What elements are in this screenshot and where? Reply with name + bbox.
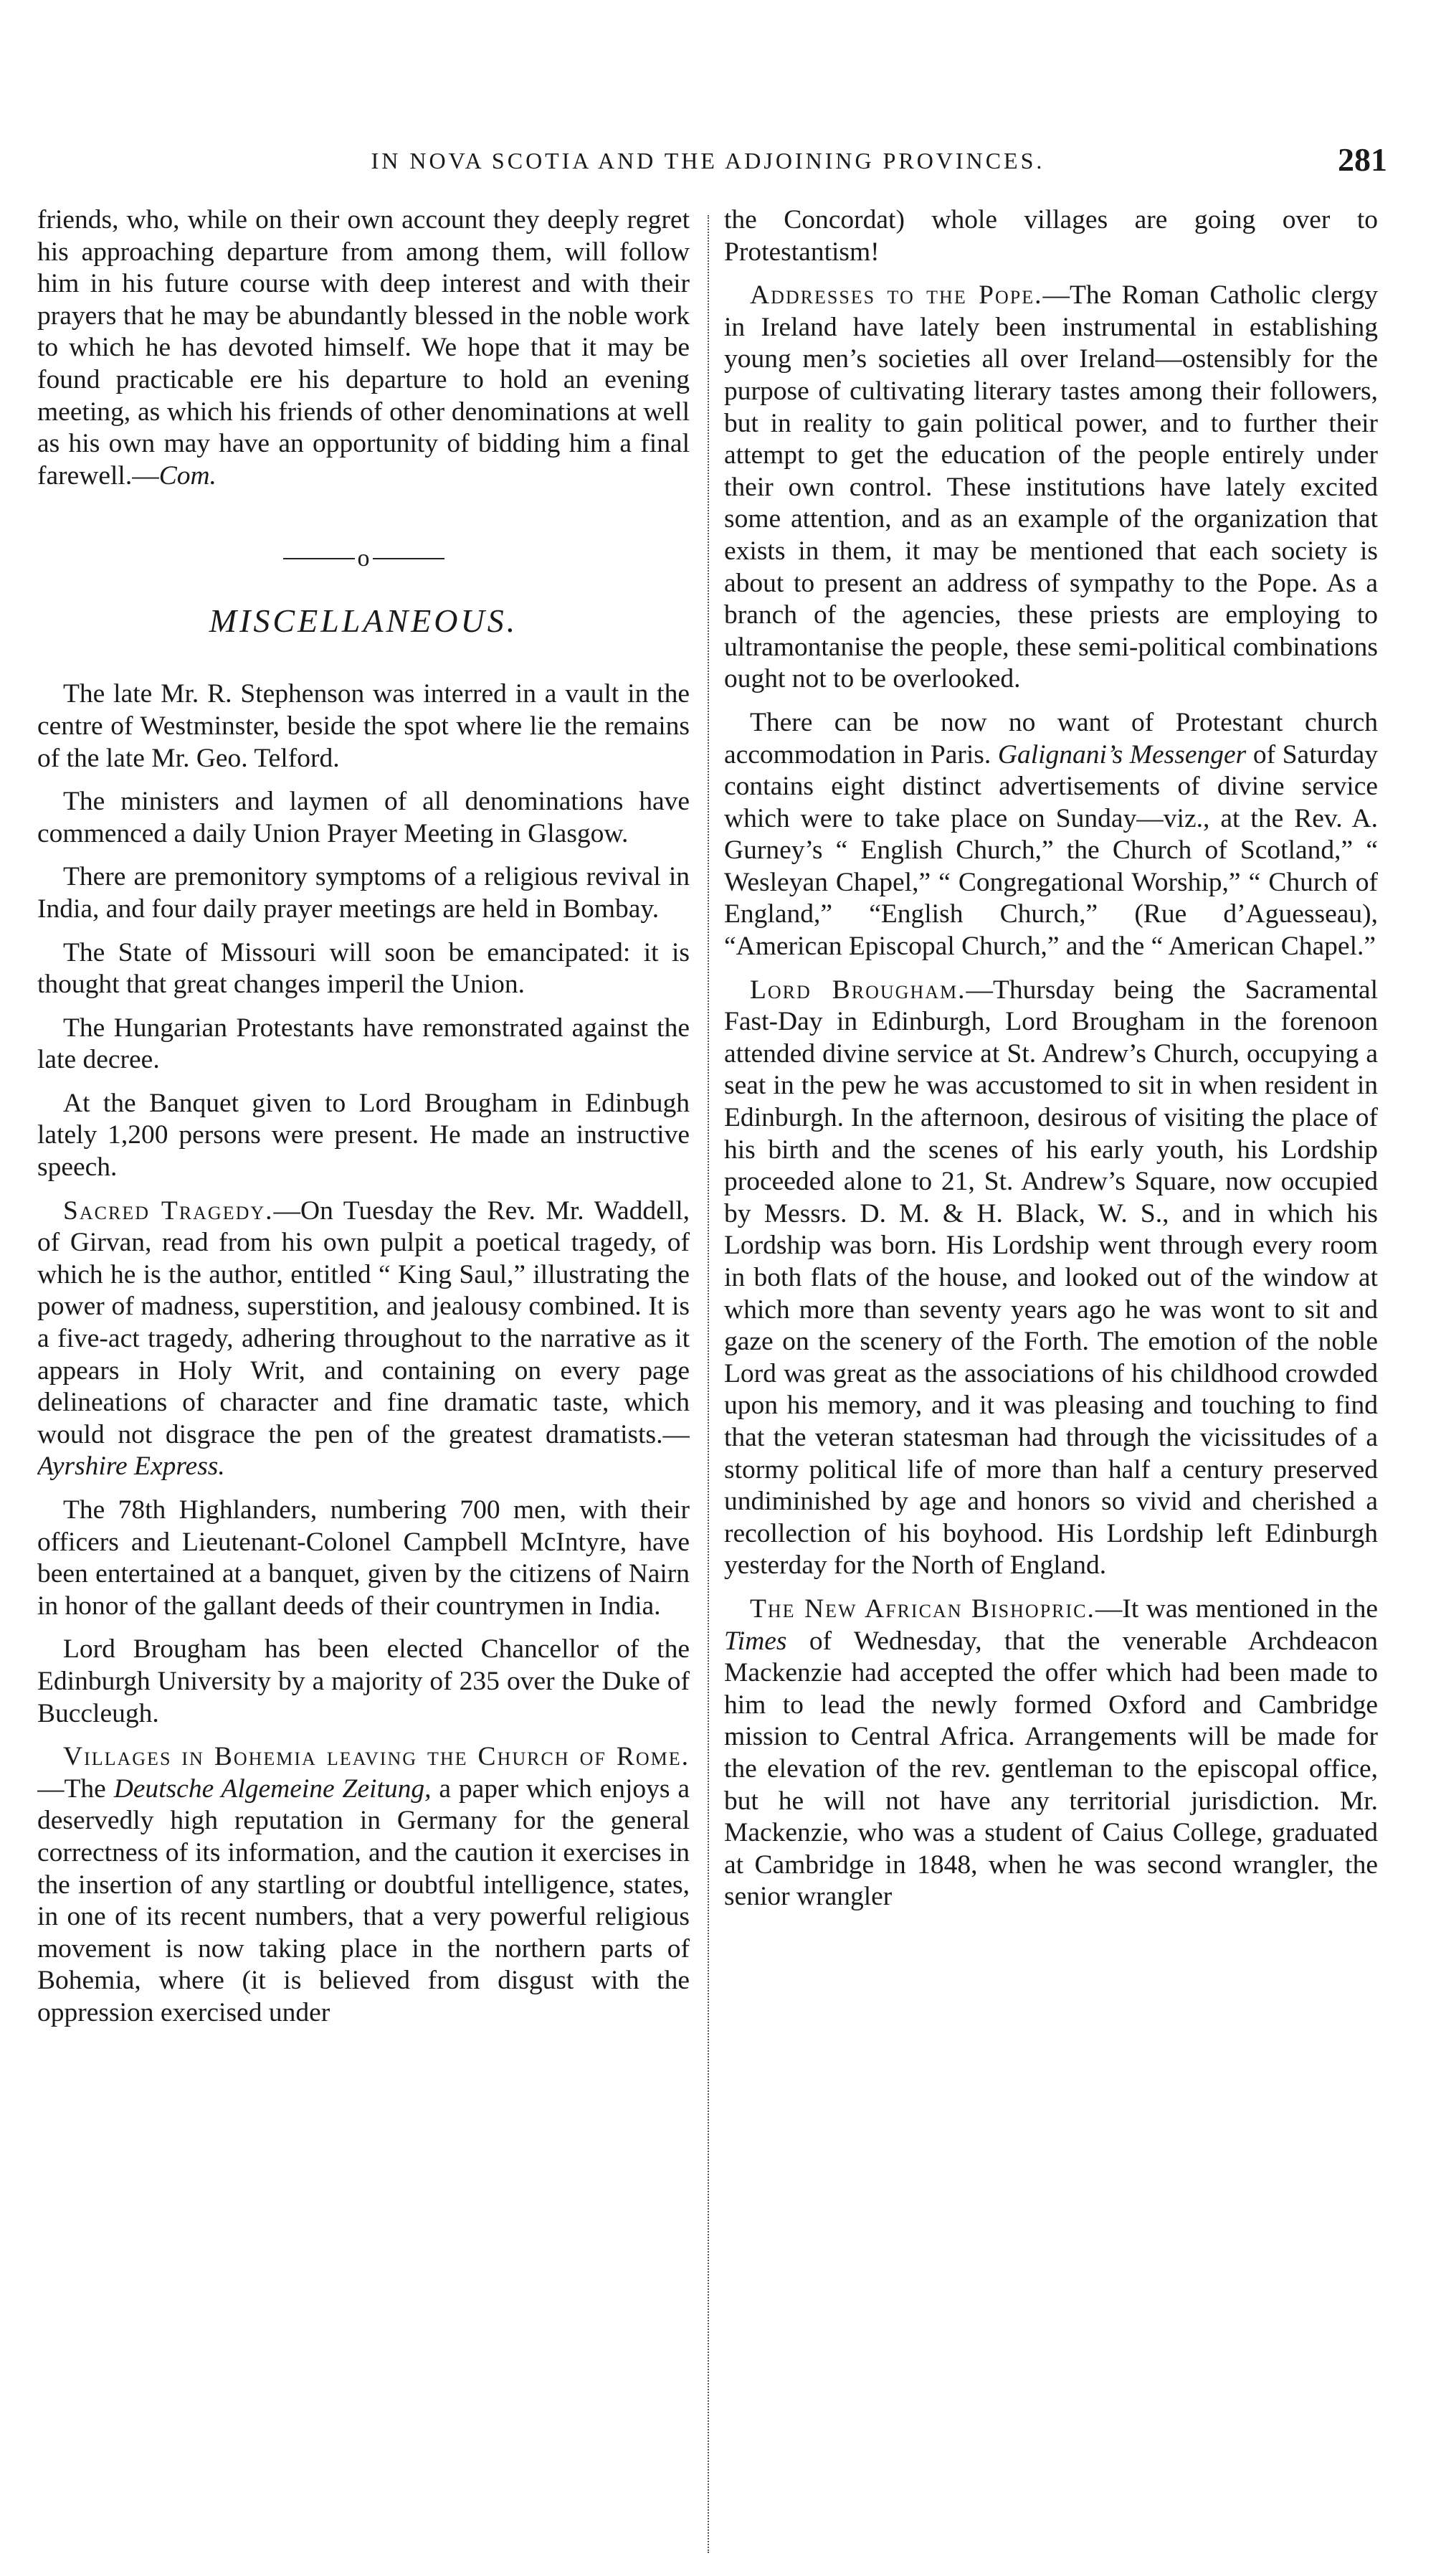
item-body: —It was mentioned in the <box>1095 1594 1378 1624</box>
item-body: —Thursday being the Sacramental Fast-Day in Edinburgh, Lord Brougham in the forenoon attended divine service at St. Andrew’s Church, occupying a seat in the pew he was accustomed to sit in when resident in Edinburgh. In the afternoon, desirous of visiting the place of his birth and the scenes of his early youth, his Lordship proceeded alone to 21, St. Andrew’s Square, now occupied by Messrs. D. M. & H. Black, W. S., and in which his Lordship was born. His Lordship went through every room in both flats of the house, and looked out of the window at which more than seventy years ago he was wont to sit and gaze on the scenery of the Forth. The emotion of the noble Lord was great as the associations of his childhood crowded upon his memory, and it was pleasing and touching to find that the veteran statesman had through the vicissitudes of a stormy political life of more than half a century preserved undiminished by age and honors so vivid and cherished a recollection of his boyhood. His Lordship left Edinburgh yesterday for the North of England. <box>724 975 1378 1581</box>
left-column <box>37 204 690 2564</box>
signature: Com. <box>158 460 217 491</box>
news-item: Lord Brougham has been elected Chancellor of the Edinburgh University by a majority of 235 over the Duke of Buccleugh. <box>37 1634 690 1728</box>
news-item <box>724 707 1378 963</box>
item-lead: Lord Brougham. <box>750 975 966 1005</box>
separator-rule <box>373 558 444 559</box>
right-column <box>724 204 1378 2564</box>
item-source: Ayrshire Express. <box>37 1452 225 1482</box>
newspaper-name: Galignani’s Messenger <box>997 739 1247 770</box>
section-separator <box>37 542 690 571</box>
newspaper-name: Times <box>724 1626 787 1656</box>
item-lead: Addresses to the Pope. <box>750 280 1043 311</box>
news-item: The Hungarian Protestants have remonstrated against the late decree. <box>37 1013 690 1075</box>
news-item: The 78th Highlanders, numbering 700 men, with their officers and Lieutenant-Colonel Campbell McIntyre, have been entertained at a banquet, given by the citizens of Nairn in honor of the gallant deeds of their countrymen in India. <box>37 1495 690 1621</box>
news-item: There are premonitory symptoms of a religious revival in India, and four daily prayer meetings are held in Bombay. <box>37 862 690 924</box>
section-heading: MISCELLANEOUS. <box>209 602 518 640</box>
news-item: The ministers and laymen of all denominations have commenced a daily Union Prayer Meeting in Glasgow. <box>37 787 690 848</box>
item-body: of Saturday contains eight distinct advertisements of divine service which were to take place on Sunday—viz., at the Rev. A. Gurney’s “ English Church,” the Church of Scotland,” “ Wesleyan Chapel,” “ Congregational Worship,” “ Church of England,” “English Church,” (Rue d’Aguesseau), “American Episcopal Church,” and the “ American Chapel.” <box>724 739 1378 962</box>
item-body: a paper which enjoys a deservedly high reputation in Germany for the general correctness of its information, and the caution it exercises in the insertion of any startling or doubtful intelligence, states, in one of its recent numbers, that a very powerful religious movement is now taking place in the northern parts of Bohemia, where (it is believed from disgust with the oppression exercised under <box>37 1774 690 2027</box>
item-body: There can be now no want of Protestant church accommodation in Paris. <box>724 707 1378 770</box>
item-body: —On Tuesday the Rev. Mr. Waddell, of Girvan, read from his own pulpit a poetical tragedy, of which he is the author, entitled “ King Saul,” illustrating the power of madness, superstition, and jealousy combined. It is a five-act tragedy, adhering throughout to the narrative as it appears in Holy Writ, and containing on every page delineations of character and fine dramatic taste, which would not disgrace the pen of the greatest dramatists.— <box>37 1195 690 1449</box>
paragraph-text: friends, who, while on their own account they deeply regret his approaching departure from among them, will follow him in his future course with deep interest and with their prayers that he may be abundantly blessed in the noble work to which he has devoted himself. We hope that it may be found practicable ere his departure to hold an evening meeting, as which his friends of other denominations at well as his own may have an opportunity of bidding him a final farewell.— <box>37 205 690 491</box>
item-body: —The <box>37 1774 114 1804</box>
article-paragraph <box>37 204 690 492</box>
item-body: of Wednesday, that the venerable Archdeacon Mackenzie had accepted the offer which had been made to him to lead the newly formed Oxford and Cambridge mission to Central Africa. Arrangements will be made for the elevation of the rev. gentleman to the episcopal office, but he will not have any territorial jurisdiction. Mr. Mackenzie, who was a student of Caius College, graduated at Cambridge in 1848, when he was second wrangler, the senior wrangler <box>724 1626 1378 1912</box>
running-title: IN NOVA SCOTIA AND THE ADJOINING PROVINCES. <box>371 148 1045 174</box>
news-item <box>724 1594 1378 1913</box>
news-item: The State of Missouri will soon be emancipated: it is thought that great changes imperil the Union. <box>37 937 690 1000</box>
page-number: 281 <box>1338 141 1387 178</box>
news-item <box>37 1195 690 1483</box>
news-item <box>724 975 1378 1582</box>
separator-mark: o <box>357 544 370 572</box>
news-item <box>37 1741 690 2029</box>
news-item <box>724 280 1378 696</box>
news-item: The late Mr. R. Stephenson was interred in a vault in the centre of Westminster, beside the spot where lie the remains of the late Mr. Geo. Telford. <box>37 679 690 773</box>
item-body: —The Roman Catholic clergy in Ireland have lately been instrumental in establishing young men’s societies all over Ireland—ostensibly for the purpose of cultivating literary tastes among their followers, but in reality to gain political power, and to further their attempt to get the education of the people entirely under their own control. These institutions have lately excited some attention, and as an example of the organization that exists in them, it may be mentioned that each society is about to present an address of sympathy to the Pope. As a branch of the agencies, these priests are employing to ultramontanise the people, these semi-political combinations ought not to be overlooked. <box>724 280 1378 694</box>
item-lead: The New African Bishopric. <box>750 1594 1095 1624</box>
news-item: At the Banquet given to Lord Brougham in Edinbugh lately 1,200 persons were present. He made an instructive speech. <box>37 1088 690 1183</box>
item-lead: Villages in Bohemia leaving the Church of Rome. <box>63 1742 690 1772</box>
item-lead: Sacred Tragedy. <box>63 1195 274 1226</box>
news-item: the Concordat) whole villages are going over to Protestantism! <box>724 205 1378 267</box>
newspaper-name: Deutsche Algemeine Zeitung, <box>113 1774 432 1804</box>
separator-rule <box>283 558 355 559</box>
running-head <box>29 141 1387 184</box>
column-divider <box>708 215 709 2553</box>
